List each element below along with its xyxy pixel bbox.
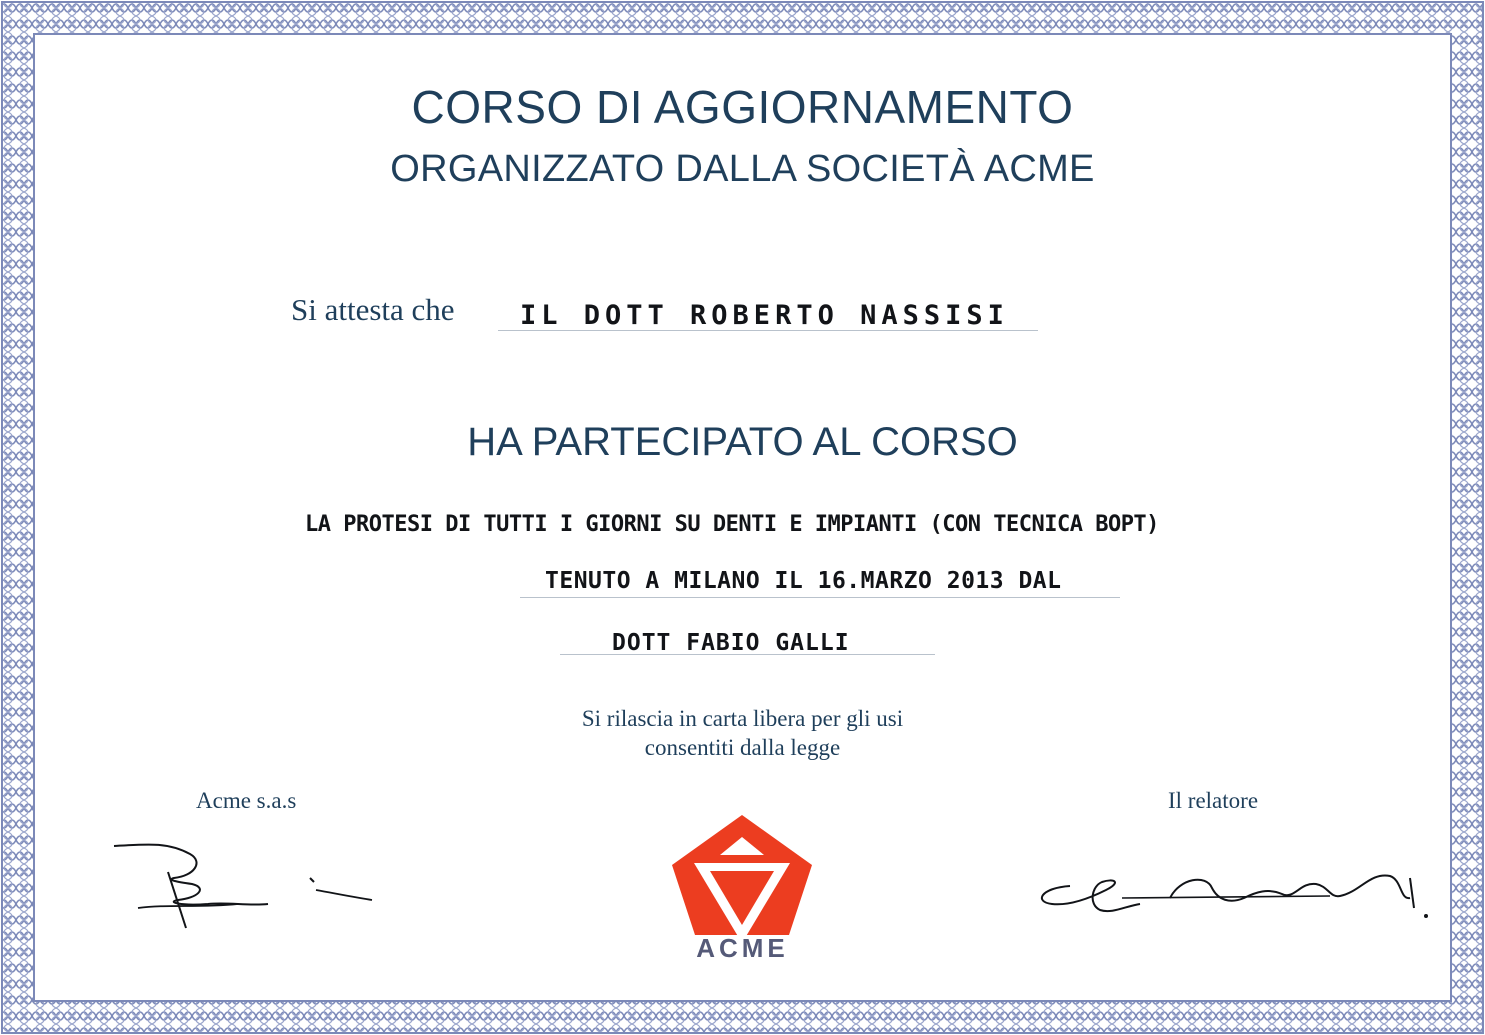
left-signatory-label: Acme s.a.s <box>196 788 297 813</box>
right-signatory-label: Il relatore <box>1168 788 1259 813</box>
release-note <box>0 704 1485 762</box>
course-title-handwritten: LA PROTESI DI TUTTI I GIORNI SU DENTI E IMPIANTI (CON TECNICA BOPT) <box>305 512 1159 537</box>
right-signature <box>1030 858 1440 928</box>
attendee-name-handwritten: IL DOTT ROBERTO NASSISI <box>520 300 1009 331</box>
speaker-name-handwritten: DOTT FABIO GALLI <box>612 630 850 656</box>
course-line <box>520 597 1120 598</box>
attest-label: Si attesta che <box>291 292 455 327</box>
course-held-handwritten: TENUTO A MILANO IL 16.MARZO 2013 DAL <box>545 568 1062 594</box>
left-signature <box>108 832 398 932</box>
release-note-line1: Si rilascia in carta libera per gli usi <box>581 706 904 731</box>
participated-heading: HA PARTECIPATO AL CORSO <box>467 420 1018 464</box>
acme-logo-text: ACME <box>696 933 789 963</box>
certificate-title: CORSO DI AGGIORNAMENTO <box>411 81 1074 133</box>
certificate-subtitle: ORGANIZZATO DALLA SOCIETÀ ACME <box>390 148 1095 190</box>
release-note-line2: consentiti dalla legge <box>644 735 841 760</box>
